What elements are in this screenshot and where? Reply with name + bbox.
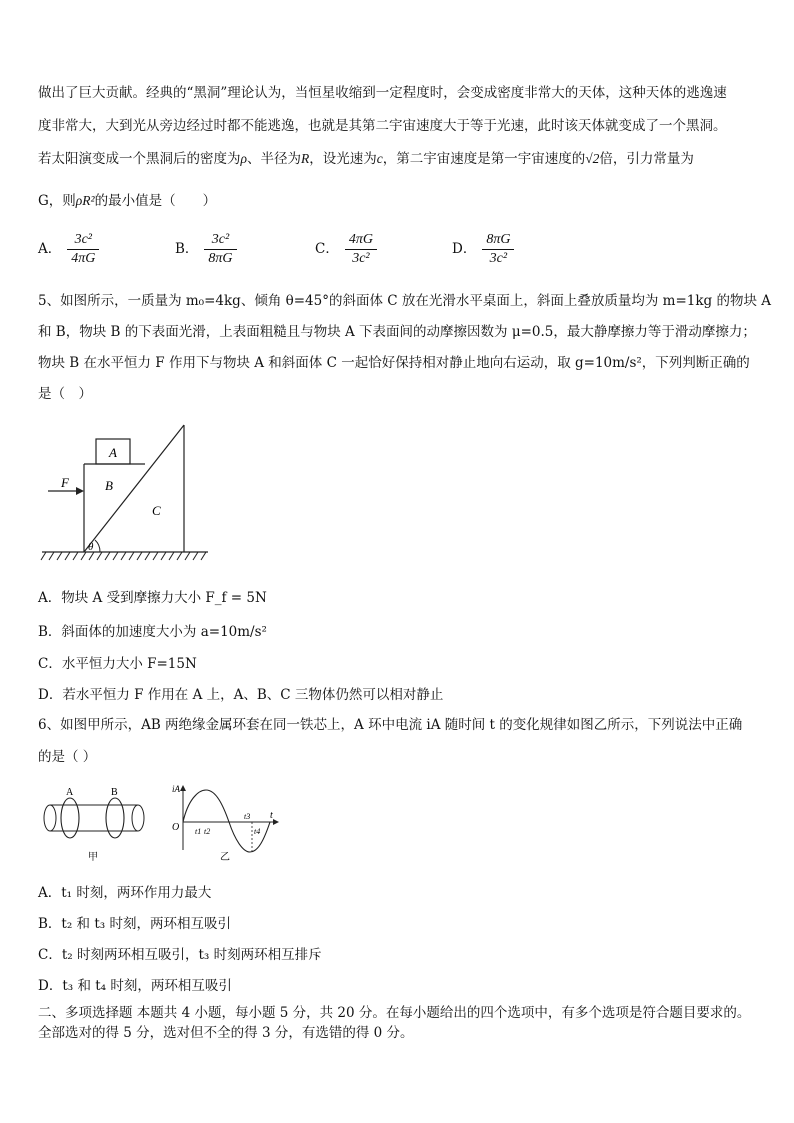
force-arrow-head xyxy=(76,487,84,495)
q4-line-3-text-a: 若太阳演变成一个黑洞后的密度为 xyxy=(38,151,241,167)
q6-option-c[interactable]: C．t₂ 时刻两环相互吸引，t₃ 时刻两环相互排斥 xyxy=(38,947,322,963)
numerator: 3c² xyxy=(67,232,99,250)
core-right-end xyxy=(132,805,144,831)
q4-line-3 xyxy=(38,150,694,168)
block-a-label: A xyxy=(109,445,117,460)
q6-option-d[interactable]: D．t₃ 和 t₄ 时刻，两环相互吸引 xyxy=(38,978,232,994)
numerator: 3c² xyxy=(204,232,236,250)
ring-a-label: A xyxy=(66,787,74,798)
core-left-end xyxy=(44,805,56,831)
q5-line-4: 是（ ） xyxy=(38,386,92,402)
denominator: 4πG xyxy=(71,251,96,266)
current-axis-arrow xyxy=(180,785,186,791)
section-2-line-2: 全部选对的得 5 分，选对但不全的得 3 分，有选错的得 0 分。 xyxy=(38,1025,414,1041)
section-2-line-1: 二、多项选择题 本题共 4 小题，每小题 5 分，共 20 分。在每小题给出的四个选项中，有多个选项是符合题目要求的。 xyxy=(38,1005,751,1021)
q4-line-4 xyxy=(38,192,216,210)
q5-option-a[interactable]: A．物块 A 受到摩擦力大小 F_f = 5N xyxy=(38,590,267,606)
current-axis-label: iA xyxy=(172,784,180,794)
q4-line-3-text-e: 倍，引力常量为 xyxy=(599,151,694,167)
force-label: F xyxy=(61,475,69,490)
t2-label: t2 xyxy=(204,827,211,836)
ring-b-label: B xyxy=(111,787,118,798)
incline-c-label: C xyxy=(152,503,161,518)
q4-line-4-text-b: 的最小值是（ ） xyxy=(94,193,217,209)
q4-line-2: 度非常大，大到光从旁边经过时都不能逃逸，也就是其第二宇宙速度大于等于光速，此时该天体就变成了一个黑洞。 xyxy=(38,118,727,134)
rho-symbol: ρ xyxy=(240,151,247,166)
time-axis-label: t xyxy=(270,810,273,821)
q6-line-1: 6、如图甲所示，AB 两绝缘金属环套在同一铁芯上，A 环中电流 iA 随时间 t 的变化规律如图乙所示，下列说法中正确 xyxy=(38,717,743,733)
origin-label: O xyxy=(172,822,180,833)
radius-symbol: R xyxy=(300,151,310,166)
fraction xyxy=(482,232,514,267)
figure-jia-label: 甲 xyxy=(88,852,98,863)
current-waveform xyxy=(183,790,270,852)
denominator: 8πG xyxy=(208,251,233,266)
rho-r2-symbol: ρR² xyxy=(75,193,95,208)
sqrt2-symbol: √2 xyxy=(585,151,600,166)
q4-option-d[interactable] xyxy=(452,232,514,267)
block-b-label: B xyxy=(105,478,113,493)
incline-figure xyxy=(38,415,218,565)
t3-label: t3 xyxy=(244,812,251,821)
q4-line-3-text-c: ，设光速为 xyxy=(309,151,377,167)
numerator: 4πG xyxy=(345,232,377,250)
q4-line-3-text-b: 、半径为 xyxy=(246,151,301,167)
q4-option-b[interactable] xyxy=(175,232,237,267)
q5-line-2: 和 B，物块 B 的下表面光滑，上表面粗糙且与物块 A 下表面间的动摩擦因数为 μ=0.5，最大静摩擦力等于滑动摩擦力； xyxy=(38,324,756,340)
q5-option-b[interactable]: B．斜面体的加速度大小为 a=10m/s² xyxy=(38,624,267,640)
ground-hatching xyxy=(41,552,206,560)
denominator: 3c² xyxy=(489,251,508,266)
fraction xyxy=(345,232,377,267)
q4-line-3-text-d: ，第二宇宙速度是第一宇宙速度的 xyxy=(382,151,586,167)
q4-line-1: 做出了巨大贡献。经典的“黑洞”理论认为，当恒星收缩到一定程度时，会变成密度非常大的天体，这种天体的逃逸速 xyxy=(38,85,727,101)
q5-line-1: 5、如图所示，一质量为 m₀=4kg、倾角 θ=45°的斜面体 C 放在光滑水平桌面上，斜面上叠放质量均为 m=1kg 的物块 A xyxy=(38,293,772,309)
q4-option-a[interactable] xyxy=(38,232,99,267)
q4-line-4-text-a: G，则 xyxy=(38,193,76,209)
option-label: A． xyxy=(38,241,62,257)
figure-yi-label: 乙 xyxy=(220,852,230,863)
ring-b-shape xyxy=(106,798,124,838)
q6-option-b[interactable]: B．t₂ 和 t₃ 时刻，两环相互吸引 xyxy=(38,916,231,932)
q4-option-c[interactable] xyxy=(315,232,377,267)
incline-surface xyxy=(84,425,184,552)
t1-label: t1 xyxy=(195,827,202,836)
q5-line-3: 物块 B 在水平恒力 F 作用下与物块 A 和斜面体 C 一起恰好保持相对静止地向右运动，取 g=10m/s²，下列判断正确的 xyxy=(38,355,750,371)
denominator: 3c² xyxy=(352,251,370,266)
q6-line-2: 的是（ ） xyxy=(38,749,97,765)
t4-label: t4 xyxy=(254,827,261,836)
option-label: D． xyxy=(452,241,477,257)
theta-label: θ xyxy=(88,541,94,553)
ring-core-figure xyxy=(38,780,288,865)
option-label: B． xyxy=(175,241,199,257)
numerator: 8πG xyxy=(482,232,514,250)
q5-option-c[interactable]: C．水平恒力大小 F=15N xyxy=(38,656,197,672)
time-axis-arrow xyxy=(273,819,279,825)
option-label: C． xyxy=(315,241,339,257)
q5-option-d[interactable]: D．若水平恒力 F 作用在 A 上，A、B、C 三物体仍然可以相对静止 xyxy=(38,687,444,703)
fraction xyxy=(204,232,236,267)
ring-a-shape xyxy=(61,798,79,838)
light-speed-symbol: c xyxy=(376,151,383,166)
fraction xyxy=(67,232,99,267)
theta-arc xyxy=(95,540,100,552)
q6-option-a[interactable]: A．t₁ 时刻，两环作用力最大 xyxy=(38,885,212,901)
